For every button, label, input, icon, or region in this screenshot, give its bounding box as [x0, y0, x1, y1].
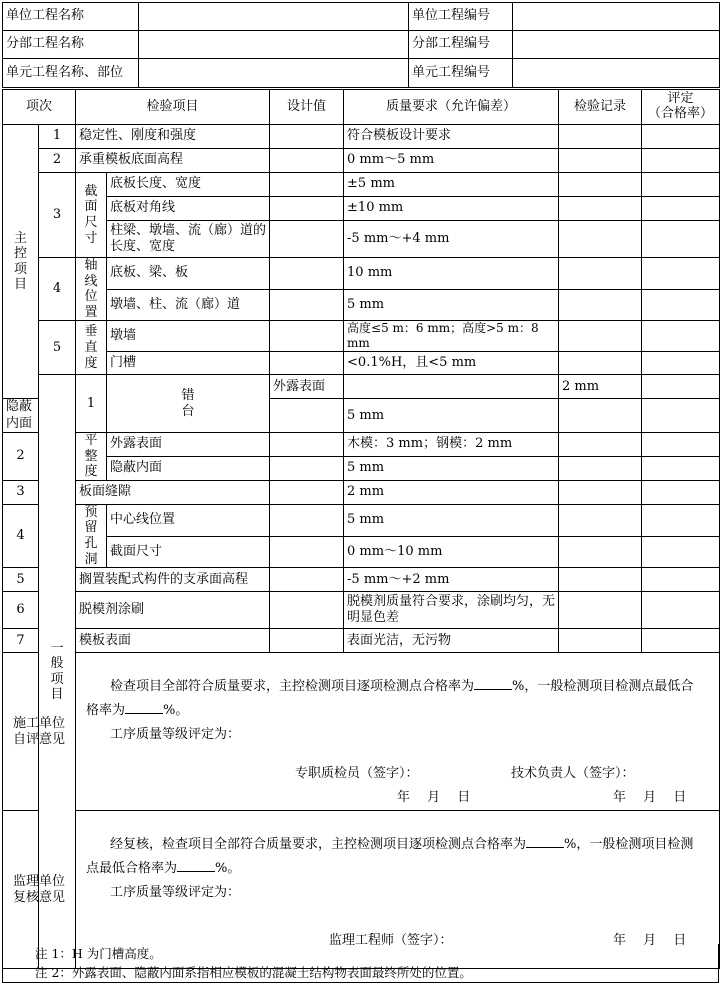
req-cell: 2 mm: [559, 375, 642, 399]
record-cell[interactable]: [559, 504, 642, 536]
record-cell[interactable]: [559, 480, 642, 504]
req-cell: <0.1%H，且<5 mm: [344, 352, 559, 375]
col-rating: [642, 90, 720, 125]
rating-cell[interactable]: [642, 289, 720, 321]
design-value-cell[interactable]: [270, 352, 344, 375]
req-cell: 5 mm: [344, 289, 559, 321]
design-value-cell[interactable]: [270, 197, 344, 221]
record-cell[interactable]: [559, 399, 642, 433]
design-value-cell[interactable]: [270, 258, 344, 290]
tech-lead-date: 年 月 日: [613, 790, 687, 806]
element-project-no-label: 单元工程编号: [409, 59, 513, 88]
record-cell[interactable]: [559, 456, 642, 480]
tech-lead-signature-label: 技术负责人（签字）：: [511, 766, 635, 782]
rating-cell[interactable]: [642, 125, 720, 149]
rating-cell[interactable]: [642, 480, 720, 504]
design-value-cell[interactable]: [270, 321, 344, 352]
design-value-cell[interactable]: [270, 592, 344, 629]
col-rating-line2: （合格率）: [648, 106, 714, 121]
row-no: 7: [3, 629, 39, 653]
row-item: 底板长度、宽度: [107, 173, 270, 197]
notes: [2, 944, 719, 983]
sub-project-no-field[interactable]: [513, 31, 720, 59]
row-item: 搁置装配式构件的支承面高程: [76, 568, 270, 592]
record-cell[interactable]: [559, 258, 642, 290]
main-pass-rate-field[interactable]: [474, 677, 512, 690]
rating-cell[interactable]: [642, 592, 720, 629]
rating-cell[interactable]: [642, 149, 720, 173]
design-value-cell[interactable]: [270, 629, 344, 653]
sub-group-offset: 错 台: [107, 375, 270, 433]
record-cell[interactable]: [559, 173, 642, 197]
rating-cell[interactable]: [642, 432, 720, 456]
col-quality-req: 质量要求（允许偏差）: [344, 90, 559, 125]
record-cell[interactable]: [559, 629, 642, 653]
row-item: 隐蔽内面: [3, 399, 39, 433]
req-cell: 符合模板设计要求: [344, 125, 559, 149]
note-2: 注 2：外露表面、隐蔽内面系指相应模板的混凝土结构物表面最终所处的位置。: [35, 965, 472, 980]
engineer-date: 年 月 日: [613, 933, 687, 949]
row-item: 外露表面: [107, 432, 270, 456]
rating-cell[interactable]: [642, 456, 720, 480]
sup-main-pass-rate-field[interactable]: [526, 835, 564, 848]
supervisor-label: 监理单位 复核意见: [3, 811, 76, 969]
unit-project-no-label: 单位工程编号: [409, 3, 513, 31]
rating-cell[interactable]: [642, 221, 720, 258]
record-cell[interactable]: [559, 536, 642, 568]
unit-project-name-field[interactable]: [139, 3, 409, 31]
rating-cell[interactable]: [642, 399, 720, 433]
row-item: 中心线位置: [107, 504, 270, 536]
req-cell: 2 mm: [344, 480, 559, 504]
req-cell: ±5 mm: [344, 173, 559, 197]
rating-cell[interactable]: [642, 629, 720, 653]
contractor-label: 施工单位 自评意见: [3, 653, 76, 811]
row-no: 3: [39, 173, 76, 258]
row-item: 隐蔽内面: [107, 456, 270, 480]
design-value-cell[interactable]: [270, 149, 344, 173]
note-1: 注 1：H 为门槽高度。: [35, 946, 162, 961]
record-cell[interactable]: [642, 375, 720, 399]
col-item-no: 项次: [3, 90, 76, 125]
design-value-cell[interactable]: [270, 456, 344, 480]
row-no: 2: [39, 149, 76, 173]
design-value-cell[interactable]: [270, 289, 344, 321]
req-cell: 5 mm: [344, 504, 559, 536]
row-no: 5: [39, 321, 76, 375]
req-cell: 0 mm～10 mm: [344, 536, 559, 568]
record-cell[interactable]: [559, 568, 642, 592]
col-record: 检验记录: [559, 90, 642, 125]
inspector-date: 年 月 日: [397, 790, 471, 806]
supervisor-grade: 工序质量等级评定为：: [110, 885, 241, 901]
contractor-opinion: 检查项目全部符合质量要求，主控检测项目逐项检测点合格率为 %，一般检测项目检测点最低合 格率为 %。 工序质量等级评定为： 专职质检员（签字）： 技术负责人（签字）： 年 月 日 年 月 日: [76, 653, 720, 811]
contractor-grade: 工序质量等级评定为：: [110, 727, 241, 743]
element-project-name-field[interactable]: [139, 59, 409, 88]
req-cell: 木模：3 mm；钢模：2 mm: [344, 432, 559, 456]
sub-project-name-label: 分部工程名称: [3, 31, 139, 59]
row-item: 脱模剂涂刷: [76, 592, 270, 629]
sub-group-flatness: 平 整 度: [76, 432, 107, 480]
design-value-cell[interactable]: [270, 504, 344, 536]
rating-cell[interactable]: [642, 173, 720, 197]
design-value-cell[interactable]: [270, 432, 344, 456]
rating-cell[interactable]: [642, 568, 720, 592]
row-item: 模板表面: [76, 629, 270, 653]
record-cell[interactable]: [559, 125, 642, 149]
record-cell[interactable]: [559, 289, 642, 321]
record-cell[interactable]: [559, 221, 642, 258]
inspector-signature-label: 专职质检员（签字）：: [295, 766, 419, 782]
sub-group-axis-position: 轴 线 位 置: [76, 258, 107, 321]
design-value-cell[interactable]: [270, 221, 344, 258]
engineer-signature-label: 监理工程师（签字）：: [329, 933, 453, 949]
design-value-cell[interactable]: [270, 480, 344, 504]
req-cell: 脱模剂质量符合要求，涂刷均匀，无明显色差: [344, 592, 559, 629]
row-no: 3: [3, 480, 39, 504]
rating-cell[interactable]: [642, 352, 720, 375]
req-cell: 5 mm: [344, 456, 559, 480]
row-no: 4: [39, 258, 76, 321]
rating-cell[interactable]: [642, 197, 720, 221]
row-item: 外露表面: [270, 375, 344, 399]
element-project-name-label: 单元工程名称、部位: [3, 59, 139, 88]
unit-project-no-field[interactable]: [513, 3, 720, 31]
row-no: 1: [76, 375, 107, 433]
row-item: 墩墙、柱、流（廊）道: [107, 289, 270, 321]
row-no: 6: [3, 592, 39, 629]
row-no: 4: [3, 504, 39, 567]
record-cell[interactable]: [559, 197, 642, 221]
design-value-cell[interactable]: [270, 568, 344, 592]
row-item: 柱梁、墩墙、流（廊）道的长度、宽度: [107, 221, 270, 258]
sub-group-section-size: 截 面 尺 寸: [76, 173, 107, 258]
row-no: 2: [3, 432, 39, 480]
record-cell[interactable]: [559, 432, 642, 456]
design-value-cell[interactable]: [270, 125, 344, 149]
row-no: 1: [39, 125, 76, 149]
row-item: 底板对角线: [107, 197, 270, 221]
row-item: 门槽: [107, 352, 270, 375]
rating-cell[interactable]: [642, 321, 720, 352]
supervisor-opinion: 经复核，检查项目全部符合质量要求，主控检测项目逐项检测点合格率为 %，一般检测项目检测 点最低合格率为 %。 工序质量等级评定为： 监理工程师（签字）： 年 月 日: [76, 811, 720, 969]
col-inspection-item: 检验项目: [76, 90, 270, 125]
record-cell[interactable]: [559, 592, 642, 629]
col-rating-line1: 评定: [667, 91, 694, 107]
row-item: 板面缝隙: [76, 480, 270, 504]
general-min-rate-field[interactable]: [125, 701, 163, 714]
req-cell: 10 mm: [344, 258, 559, 290]
req-cell: 5 mm: [344, 399, 559, 433]
record-cell[interactable]: [559, 321, 642, 352]
header-table: [2, 2, 720, 88]
element-project-no-field[interactable]: [513, 59, 720, 88]
row-no: 5: [3, 568, 39, 592]
group-main-control: 主 控 项 目: [3, 125, 39, 399]
sub-group-reserved-hole: 预 留 孔 洞: [76, 504, 107, 567]
req-cell: -5 mm～+2 mm: [344, 568, 559, 592]
req-cell: -5 mm～+4 mm: [344, 221, 559, 258]
rating-cell[interactable]: [642, 258, 720, 290]
req-cell: 0 mm～5 mm: [344, 149, 559, 173]
sup-general-min-rate-field[interactable]: [177, 859, 215, 872]
row-item: 稳定性、刚度和强度: [76, 125, 270, 149]
row-item: 底板、梁、板: [107, 258, 270, 290]
inspection-table: [2, 89, 720, 969]
row-item: 截面尺寸: [107, 536, 270, 568]
row-item: 墩墙: [107, 321, 270, 352]
col-design-value: 设计值: [270, 90, 344, 125]
row-item: 承重模板底面高程: [76, 149, 270, 173]
unit-project-name-label: 单位工程名称: [3, 3, 139, 31]
sub-project-no-label: 分部工程编号: [409, 31, 513, 59]
group-general: 一 般 项 目: [39, 375, 76, 969]
rating-cell[interactable]: [642, 504, 720, 536]
design-value-cell[interactable]: [270, 536, 344, 568]
record-cell[interactable]: [559, 149, 642, 173]
sub-project-name-field[interactable]: [139, 31, 409, 59]
design-value-cell[interactable]: [270, 173, 344, 197]
design-value-cell[interactable]: [344, 375, 559, 399]
req-cell: 高度≤5 m：6 mm；高度>5 m：8 mm: [344, 321, 559, 352]
req-cell: 表面光洁，无污物: [344, 629, 559, 653]
record-cell[interactable]: [559, 352, 642, 375]
design-value-cell[interactable]: [270, 399, 344, 433]
rating-cell[interactable]: [642, 536, 720, 568]
sub-group-verticality: 垂 直 度: [76, 321, 107, 375]
req-cell: ±10 mm: [344, 197, 559, 221]
